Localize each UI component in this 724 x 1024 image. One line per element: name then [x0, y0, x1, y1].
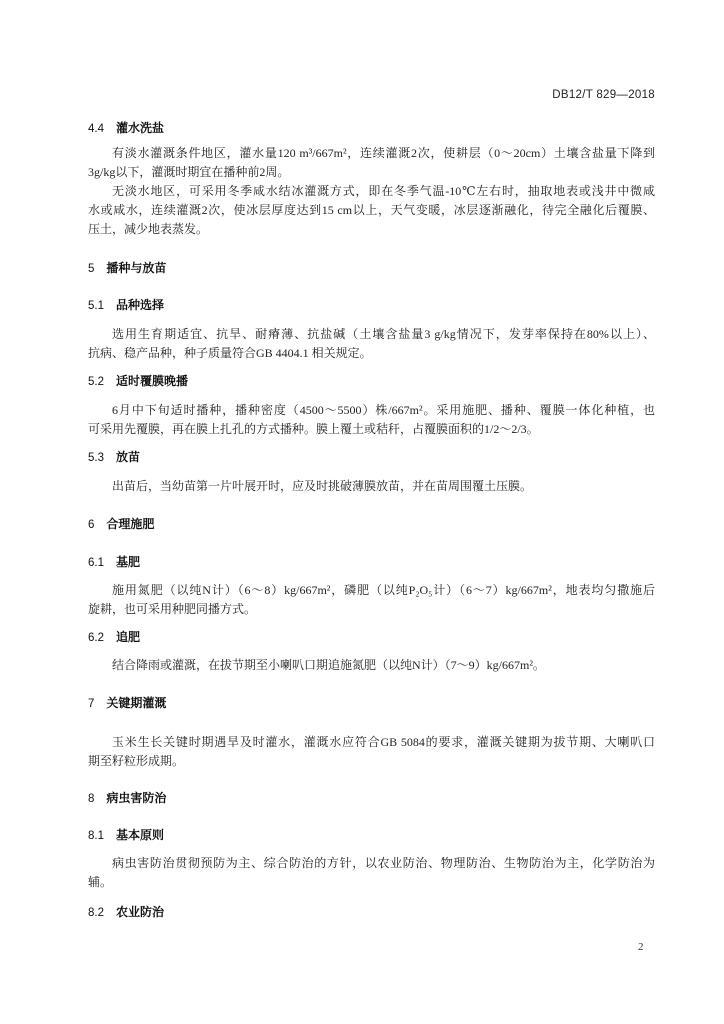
paragraph-line: 旋耕，也可采用种肥同播方式。 [88, 602, 257, 616]
paragraph-line: 选用生育期适宜、抗旱、耐瘠薄、抗盐碱（土壤含盐量3 g/kg情况下，发芽率保持在80%以上）、 [112, 327, 655, 341]
paragraph-line: 出苗后，当幼苗第一片叶展开时，应及时挑破薄膜放苗，并在苗周围覆土压膜。 [112, 479, 533, 493]
paragraph [88, 144, 655, 182]
clause-number: 5.3 [88, 452, 104, 464]
clause-number: 8.2 [88, 907, 104, 919]
paragraph-line: 施用氮肥（以纯N计）（6～8）kg/667m²，磷肥（以纯P₂O₅计）（6～7）kg/667m²，地表均匀撒施后 [112, 583, 655, 597]
paragraph-line: 抗病、稳产品种，种子质量符合GB 4404.1 相关规定。 [88, 346, 372, 360]
clause-title: 基本原则 [116, 828, 165, 842]
paragraph-line: 玉米生长关键时期遇旱及时灌水，灌溉水应符合GB 5084的要求，灌溉关键期为拔节期、大喇叭口 [112, 735, 655, 749]
clause-heading-8-1 [88, 826, 655, 845]
clause-number: 5 [88, 263, 95, 275]
clause-title: 品种选择 [116, 298, 165, 312]
clause-title: 放苗 [116, 450, 141, 464]
paragraph [88, 182, 655, 239]
clause-title: 农业防治 [116, 905, 165, 919]
clause-title: 灌水洗盐 [116, 121, 165, 135]
document-body [88, 119, 655, 922]
paragraph-line: 期至籽粒形成期。 [88, 754, 185, 768]
paragraph-line: 有淡水灌溉条件地区，灌水量120 m³/667m²，连续灌溉2次，使耕层（0～20cm）土壤含盐量下降到 [112, 146, 655, 160]
paragraph-line: 压土，减少地表蒸发。 [88, 222, 209, 236]
clause-title: 关键期灌溉 [106, 696, 167, 710]
paragraph-line: 可采用先覆膜，再在膜上扎孔的方式播种。膜上覆土或秸秆，占覆膜面积的1/2～2/3。 [88, 422, 539, 436]
paragraph [88, 733, 655, 771]
clause-title: 适时覆膜晚播 [116, 374, 189, 388]
clause-heading-8-2 [88, 903, 655, 922]
clause-title: 基肥 [116, 555, 141, 569]
clause-heading-6-2 [88, 628, 655, 647]
clause-heading-6 [88, 515, 655, 534]
clause-title: 合理施肥 [106, 517, 155, 531]
paragraph-line: 水或咸水，连续灌溉2次，使冰层厚度达到15 cm以上，天气变暖，冰层逐渐融化，待完全融化后覆膜、 [88, 203, 655, 217]
paragraph-line: 3g/kg以下，灌溉时期宜在播种前2周。 [88, 165, 290, 179]
clause-heading-5 [88, 259, 655, 278]
clause-number: 5.2 [88, 376, 104, 388]
clause-number: 5.1 [88, 300, 104, 312]
clause-heading-5-2 [88, 372, 655, 391]
paragraph [88, 477, 655, 496]
paragraph [88, 325, 655, 363]
running-header-doc-code: DB12/T 829—2018 [552, 89, 655, 101]
clause-heading-5-3 [88, 448, 655, 467]
paragraph-line: 辅。 [88, 875, 113, 889]
clause-number: 6 [88, 519, 95, 531]
paragraph-line: 病虫害防治贯彻预防为主、综合防治的方针，以农业防治、物理防治、生物防治为主，化学防治为 [112, 856, 655, 870]
paragraph [88, 854, 655, 892]
clause-number: 8.1 [88, 830, 104, 842]
paragraph [88, 656, 655, 675]
clause-number: 6.1 [88, 557, 104, 569]
clause-number: 7 [88, 698, 95, 710]
paragraph-line: 无淡水地区，可采用冬季咸水结冰灌溉方式，即在冬季气温-10℃左右时，抽取地表或浅井中微咸 [112, 184, 655, 198]
clause-heading-6-1 [88, 553, 655, 572]
clause-heading-4-4 [88, 119, 655, 138]
clause-heading-8 [88, 789, 655, 808]
paragraph [88, 401, 655, 439]
clause-title: 追肥 [116, 630, 141, 644]
clause-title: 播种与放苗 [106, 261, 167, 275]
clause-title: 病虫害防治 [106, 791, 167, 805]
paragraph-line: 结合降雨或灌溉，在拔节期至小喇叭口期追施氮肥（以纯N计）（7～9）kg/667m²。 [112, 658, 545, 672]
clause-number: 6.2 [88, 632, 104, 644]
clause-number: 8 [88, 793, 95, 805]
clause-number: 4.4 [88, 123, 104, 135]
clause-heading-5-1 [88, 296, 655, 315]
paragraph-line: 6月中下旬适时播种，播种密度（4500～5500）株/667m²。采用施肥、播种、覆膜一体化种植，也 [112, 403, 655, 417]
clause-heading-7 [88, 694, 655, 713]
paragraph [88, 581, 655, 619]
page-number: 2 [638, 941, 644, 953]
